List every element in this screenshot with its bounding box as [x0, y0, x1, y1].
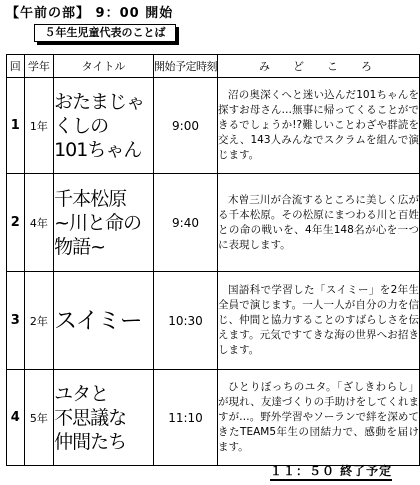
row-number: 1 [7, 78, 25, 174]
header-row [7, 55, 420, 78]
row-time: 9:40 [154, 174, 218, 272]
row-title: 千本松原 ~川と命の 物語~ [54, 174, 154, 272]
row-number: 3 [7, 272, 25, 370]
table-row [7, 78, 420, 174]
row-title: おたまじゃ くしの 101ちゃん [54, 78, 154, 174]
row-title: ユタと 不思議な 仲間たち [54, 370, 154, 466]
row-description: 国語科で学習した「スイミー」を2年生全員で演じます。一人一人が自分の力を信じ、仲間と協力することのすばらしさを伝えます。元気ですてきな海の世界へお招きします。 [218, 272, 420, 370]
row-grade: 2年 [24, 272, 54, 370]
row-grade: 5年 [24, 370, 54, 466]
row-description: ひとりぼっちのユタ。「ざしきわらし」が現れ、友達づくりの手助けをしてくれますが…。野外学習やソーランで絆を深めてきたTEAM5年生の団結力で、感動を届けます。 [218, 370, 420, 466]
col-header-highlights: み ど こ ろ [218, 55, 420, 78]
end-time-label: １１：５０ 終了予定 [270, 462, 392, 481]
table-row [7, 370, 420, 466]
speech-heading: ５年生児童代表のことば [34, 24, 176, 42]
col-header-start-time: 開始予定時刻 [154, 55, 218, 78]
row-title: スイミー [54, 272, 154, 370]
row-time: 10:30 [154, 272, 218, 370]
row-time: 11:10 [154, 370, 218, 466]
row-grade: 1年 [24, 78, 54, 174]
col-header-number: 回 [7, 55, 25, 78]
col-header-title: タイトル [54, 55, 154, 78]
row-number: 2 [7, 174, 25, 272]
col-header-grade: 学年 [24, 55, 54, 78]
row-description: 沼の奥深くへと迷い込んだ101ちゃんを探すお母さん…無事に帰ってくることができるでしょうか!?難しいことわざや群読を交え、143人みんなでスクラムを組んで演じます。 [218, 78, 420, 174]
session-label: 【午前の部】 9：00 開始 [6, 6, 174, 21]
table-row [7, 272, 420, 370]
row-time: 9:00 [154, 78, 218, 174]
table-row [7, 174, 420, 272]
row-grade: 4年 [24, 174, 54, 272]
row-description: 木曽三川が合流するところに美しく広がる千本松原。その松原にまつわる川と百姓との命の戦いを、4年生148名が心を一つに表現します。 [218, 174, 420, 272]
row-number: 4 [7, 370, 25, 466]
program-table [6, 54, 420, 466]
